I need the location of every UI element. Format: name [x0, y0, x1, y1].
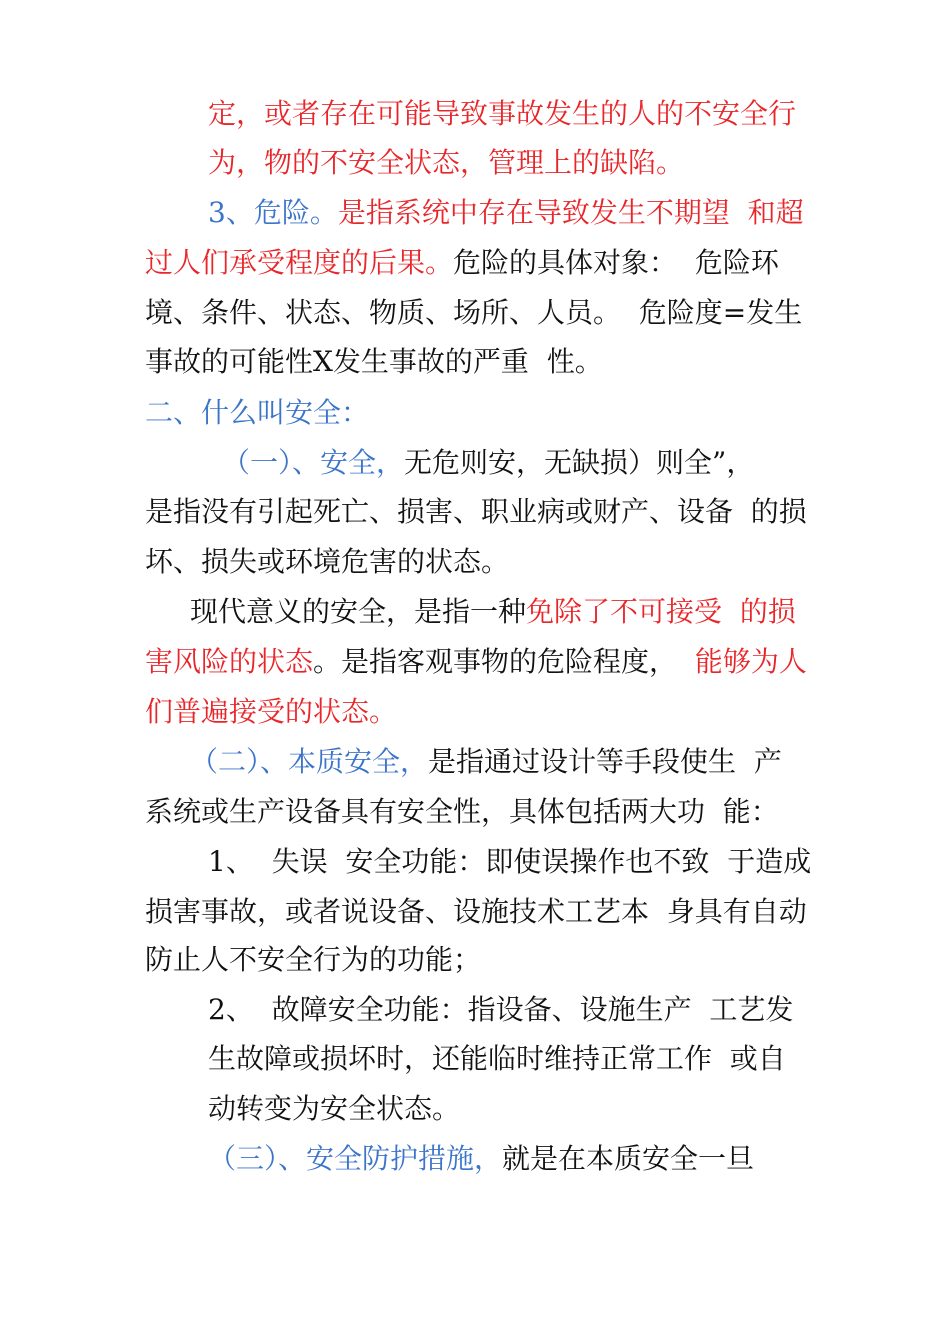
- text-segment: 定，或者存在可能导致事故发生的人的不安全行: [208, 97, 797, 130]
- text-line: [145, 296, 802, 330]
- text-segment: 是指没有引起死亡、损害、职业病或财产、设备 的损: [145, 495, 807, 528]
- text-segment: 坏、损失或环境危害的状态。: [145, 545, 510, 578]
- text-segment: 。是指客观事物的危险程度，: [313, 645, 695, 678]
- text-segment: 是指系统中存在导致发生不期望 和超: [337, 196, 804, 229]
- text-segment: 动转变为安全状态。: [208, 1092, 461, 1125]
- text-segment: 无危则安，无缺损）则全”，: [404, 446, 755, 479]
- text-line: [208, 993, 793, 1027]
- section-heading: [145, 396, 369, 430]
- text-line: [208, 1142, 754, 1176]
- text-segment: 害风险的状态: [145, 645, 314, 678]
- text-line: [145, 246, 779, 280]
- text-segment: 能够为人: [694, 645, 807, 678]
- text-segment: 损害事故，或者说设备、设施技术工艺本 身具有自动: [145, 895, 807, 928]
- text-segment: 境、条件、状态、物质、场所、人员。 危险度=发生: [145, 296, 803, 329]
- text-segment: （一）、安全，: [222, 446, 405, 479]
- text-line: [145, 695, 397, 729]
- text-line: [208, 196, 804, 230]
- text-line: [208, 1042, 786, 1076]
- text-segment: （二）、本质安全，: [190, 745, 429, 778]
- text-segment: 二、什么叫安全：: [145, 396, 370, 429]
- text-line: [145, 345, 603, 379]
- text-line: [190, 595, 796, 629]
- text-line: [145, 795, 779, 829]
- text-segment: 3、危险。: [208, 196, 338, 229]
- text-segment: 防止人不安全行为的功能；: [145, 943, 482, 976]
- text-line: [208, 97, 796, 131]
- text-segment: 现代意义的安全，是指一种: [190, 595, 527, 628]
- text-segment: 是指通过设计等手段使生 产: [428, 745, 782, 778]
- text-line: [208, 146, 684, 180]
- text-segment: 1、 失误 安全功能：即使误操作也不致 于造成: [208, 845, 812, 878]
- text-line: [190, 745, 782, 779]
- text-line: [145, 495, 807, 529]
- text-segment: 们普遍接受的状态。: [145, 695, 398, 728]
- text-line: [208, 845, 811, 879]
- text-segment: 2、 故障安全功能：指设备、设施生产 工艺发: [208, 993, 794, 1026]
- text-segment: 生故障或损坏时，还能临时维持正常工作 或自: [208, 1042, 786, 1075]
- text-line: [145, 545, 509, 579]
- text-segment: 系统或生产设备具有安全性，具体包括两大功 能：: [145, 795, 779, 828]
- text-segment: 为，物的不安全状态，管理上的缺陷。: [208, 146, 685, 179]
- text-segment: 就是在本质安全一旦: [502, 1142, 755, 1175]
- text-segment: （三）、安全防护措施，: [208, 1142, 503, 1175]
- text-line: [208, 1092, 460, 1126]
- text-segment: 免除了不可接受 的损: [526, 595, 796, 628]
- text-line: [222, 446, 754, 480]
- text-segment: 事故的可能性X发生事故的严重 性。: [145, 345, 603, 378]
- text-segment: 过人们承受程度的后果。: [145, 246, 454, 279]
- text-line: [145, 645, 807, 679]
- text-segment: 危险的具体对象： 危险环: [453, 246, 779, 279]
- text-line: [145, 895, 807, 929]
- text-line: [145, 943, 481, 977]
